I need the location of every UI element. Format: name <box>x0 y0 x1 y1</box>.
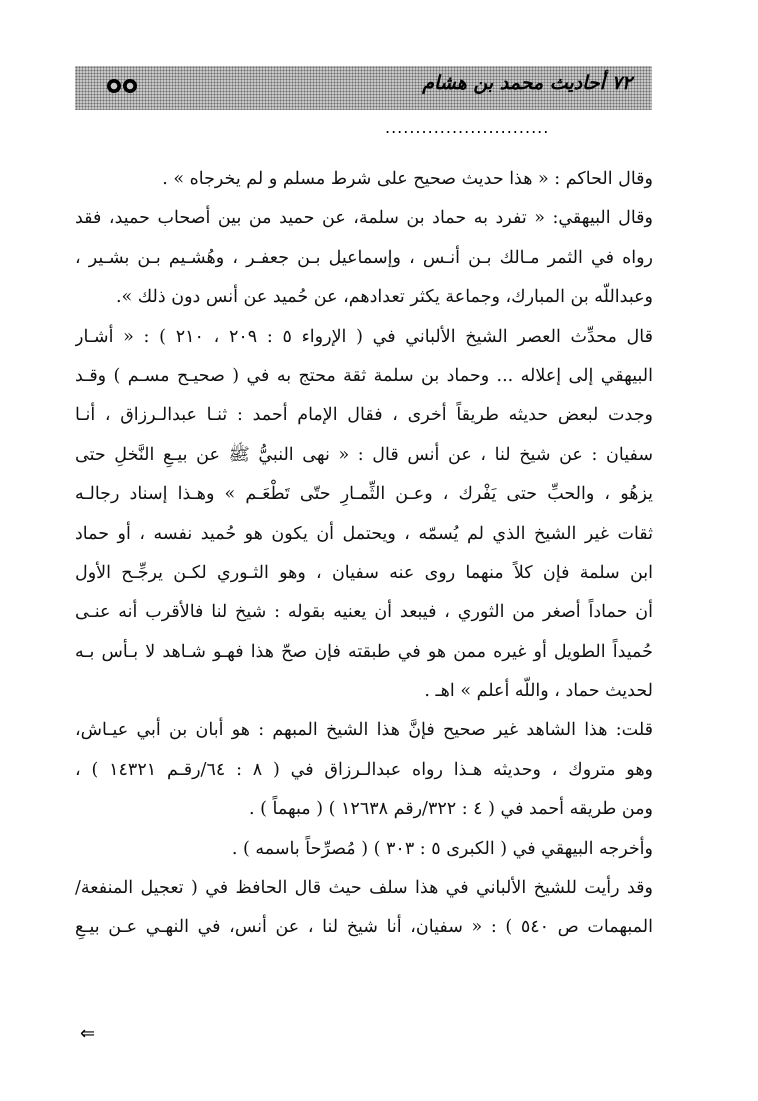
text-line: وقال الحاكم : « هذا حديث صحيح على شرط مسلم و لم يخرجاه » . <box>162 169 653 189</box>
text-line: حُميداً الطويل أو غيره ممن هو في طبقته فإن صحّ هذا فهـو شـاهد لا بـأس بـه <box>75 641 653 662</box>
text-line: سفيان : عن شيخ لنا ، عن أنس قال : « نهى النبيُّ ﷺ عن بيـعِ النَّخلِ حتى <box>75 444 653 465</box>
page-body <box>75 160 653 948</box>
dot-leader: ........................... <box>385 118 550 137</box>
continuation-arrow-icon: ⇐ <box>80 1023 96 1044</box>
text-line: وقال البيهقي: « تفرد به حماد بن سلمة، عن حميد من بين أصحاب حميد، فقد <box>75 208 653 229</box>
text-line: وعبداللّه بن المبارك، وجماعة يكثر تعدادهم، عن حُميد عن أنس دون ذلك ». <box>115 287 653 308</box>
page-header <box>75 66 652 110</box>
page-title: ٧٢ أحاديث محمد بن هشام <box>422 72 632 94</box>
text-line: أن حماداً أصغر من الثوري ، فيبعد أن يعنيه بقوله : شيخ لنا فالأقرب أنه عنـى <box>75 602 653 623</box>
text-line: قلت: هذا الشاهد غير صحيح فإنَّ هذا الشيخ المبهم : هو أبان بن أبي عيـاش، <box>75 720 653 741</box>
text-line: وقد رأيت للشيخ الألباني في هذا سلف حيث قال الحافظ في ( تعجيل المنفعة/ <box>75 878 653 899</box>
text-line: ابن سلمة فإن كلاً منهما روى عنه سفيان ، وهو الثـوري لكـن يرجِّـح الأول <box>75 562 653 583</box>
text-line: المبهمات ص ٥٤٠ ) : « سفيان، أنا شيخ لنا ، عن أنس، في النهـي عـن بيـعِ <box>75 917 653 938</box>
text-line: ثقات غير الشيخ الذي لم يُسمّه ، ويحتمل أن يكون هو حُميد نفسه ، أو حماد <box>75 523 653 544</box>
text-line: يزهُو ، والحبِّ حتى يَفْرك ، وعـن الثِّمـارِ حتّى تَطْعَـم » وهـذا إسناد رجالـه <box>75 484 653 505</box>
text-line: وجدت لبعض حديثه طريقاً أخرى ، فقال الإمام أحمد : ثنـا عبدالـرزاق ، أنـا <box>75 405 653 426</box>
text-line: وأخرجه البيهقي في ( الكبرى ٥ : ٣٠٣ ) ( مُصرِّحاً باسمه ) . <box>231 838 653 859</box>
text-line: وهو متروك ، وحديثه هـذا رواه عبدالـرزاق في ( ٨ : ٦٤/رقـم ١٤٣٢١ ) ، <box>75 759 653 780</box>
text-line: قال محدِّث العصر الشيخ الألباني في ( الإرواء ٥ : ٢٠٩ ، ٢١٠ ) : « أشـار <box>75 326 653 347</box>
text-line: ومن طريقه أحمد في ( ٤ : ٣٢٢/رقم ١٢٦٣٨ ) ( مبهماً ) . <box>248 799 653 820</box>
text-line: البيهقي إلى إعلاله ... وحماد بن سلمة ثقة محتج به في ( صحيـح مسـم ) وقـد <box>75 365 653 386</box>
text-line: لحديث حماد ، واللّه أعلم » اهـ . <box>424 681 653 702</box>
header-ornament-icon <box>107 79 137 93</box>
text-line: رواه في الثمر مـالك بـن أنـس ، وإسماعيل بـن جعفـر ، وهُشـيم بـن بشـير ، <box>75 247 653 268</box>
